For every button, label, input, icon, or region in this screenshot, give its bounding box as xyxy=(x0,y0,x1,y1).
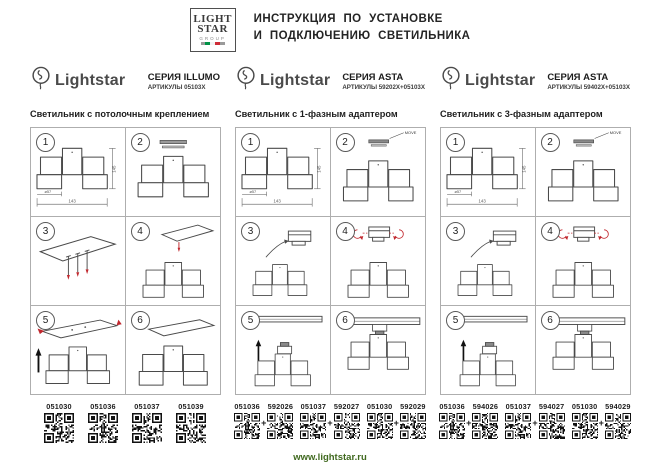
logo-line1: LIGHT xyxy=(193,13,232,26)
step-number: 4 xyxy=(336,222,355,241)
step-cell xyxy=(31,306,126,394)
svg-text:ø57: ø57 xyxy=(44,188,52,194)
barcode-item xyxy=(400,402,426,439)
step-number: 2 xyxy=(131,133,150,152)
barcode-label: 051037 xyxy=(505,402,532,411)
barcode-label: 592026 xyxy=(267,402,294,411)
qr-code xyxy=(605,413,631,439)
step-number: 2 xyxy=(541,133,560,152)
column-asta-1phase xyxy=(235,64,425,443)
step-cell xyxy=(126,217,221,306)
step-cell xyxy=(441,217,536,306)
svg-text:145: 145 xyxy=(316,165,322,173)
barcode-item xyxy=(439,402,465,439)
steps-grid xyxy=(30,127,221,395)
lightstar-bulb-icon xyxy=(440,65,462,98)
barcode-label: 594026 xyxy=(472,402,499,411)
title-line2: И ПОДКЛЮЧЕНИЮ СВЕТИЛЬНИКА xyxy=(253,30,471,43)
svg-text:MOVE: MOVE xyxy=(609,130,621,136)
step-cell xyxy=(31,217,126,306)
step-number: 4 xyxy=(131,222,150,241)
column-illumo xyxy=(30,64,220,443)
barcode-pair xyxy=(367,402,426,439)
step-number: 2 xyxy=(336,133,355,152)
barcode-row xyxy=(440,402,630,439)
barcode-item xyxy=(132,402,162,443)
brand-wordmark: Lightstar xyxy=(465,72,536,89)
step-cell xyxy=(536,306,631,394)
svg-text:143: 143 xyxy=(273,198,281,204)
barcode-item xyxy=(44,402,74,443)
column-subtitle: Светильник с 1-фазным адаптером xyxy=(235,109,398,119)
step-number: 1 xyxy=(241,133,260,152)
step-number: 5 xyxy=(36,311,55,330)
qr-code xyxy=(88,413,118,443)
footer-url: www.lightstar.ru xyxy=(293,452,367,463)
columns-area xyxy=(0,64,660,443)
lightstar-bulb-icon xyxy=(235,65,257,98)
qr-code xyxy=(400,413,426,439)
barcode-label: 051030 xyxy=(46,402,72,411)
barcode-label: 051037 xyxy=(300,402,327,411)
step-number: 5 xyxy=(241,311,260,330)
step-cell xyxy=(126,128,221,217)
barcode-item xyxy=(572,402,598,439)
series-block xyxy=(547,70,630,91)
steps-grid xyxy=(235,127,426,395)
svg-text:145: 145 xyxy=(521,165,527,173)
svg-text:143: 143 xyxy=(68,198,76,204)
barcode-pair xyxy=(572,402,631,439)
barcode-item xyxy=(176,402,206,443)
barcode-label: 592029 xyxy=(400,402,426,411)
plus-sign: + xyxy=(327,418,333,428)
step-cell xyxy=(331,306,426,394)
qr-code xyxy=(472,413,498,439)
barcode-item xyxy=(505,402,531,439)
step-cell xyxy=(536,128,631,217)
series-label: СЕРИЯ ASTA xyxy=(342,72,404,84)
step-cell xyxy=(441,306,536,394)
svg-text:ø57: ø57 xyxy=(454,188,462,194)
series-block xyxy=(148,70,220,91)
barcode-label: 594029 xyxy=(605,402,631,411)
barcode-label: 051039 xyxy=(178,402,204,411)
qr-code xyxy=(505,413,531,439)
barcode-row xyxy=(30,402,220,443)
step-cell xyxy=(31,128,126,217)
brand-logo xyxy=(30,65,125,98)
plus-sign: + xyxy=(598,418,604,428)
barcode-label: 051036 xyxy=(439,402,465,411)
barcode-label: 051036 xyxy=(90,402,116,411)
lightstar-group-logo xyxy=(190,8,236,52)
column-asta-3phase xyxy=(440,64,630,443)
step-number: 5 xyxy=(446,311,465,330)
step-cell xyxy=(236,217,331,306)
barcode-item xyxy=(300,402,326,439)
instruction-title xyxy=(254,11,471,46)
title-line1: ИНСТРУКЦИЯ ПО УСТАНОВКЕ xyxy=(253,13,443,25)
svg-text:ø57: ø57 xyxy=(249,188,257,194)
qr-code xyxy=(44,413,74,443)
barcode-label: 594027 xyxy=(538,402,565,411)
barcode-item xyxy=(267,402,293,439)
step-cell xyxy=(441,128,536,217)
lightstar-bulb-icon xyxy=(30,65,52,98)
qr-code xyxy=(234,413,260,439)
barcode-label: 051037 xyxy=(134,402,160,411)
brand-wordmark: Lightstar xyxy=(260,72,331,89)
step-cell xyxy=(236,128,331,217)
step-cell xyxy=(236,306,331,394)
brand-row xyxy=(440,64,630,98)
series-label: СЕРИЯ ILLUMO xyxy=(147,72,220,84)
barcode-item xyxy=(472,402,498,439)
articles-label: АРТИКУЛЫ 05103X xyxy=(147,84,206,92)
step-number: 3 xyxy=(36,222,55,241)
step-number: 1 xyxy=(446,133,465,152)
barcode-pair xyxy=(505,402,564,439)
barcode-item xyxy=(367,402,393,439)
step-cell xyxy=(331,128,426,217)
qr-code xyxy=(367,413,393,439)
step-number: 3 xyxy=(446,222,465,241)
qr-code xyxy=(300,413,326,439)
barcode-item xyxy=(234,402,260,439)
column-subtitle: Светильник с потолочным креплением xyxy=(30,109,210,119)
barcode-pair xyxy=(439,402,498,439)
articles-label: АРТИКУЛЫ 59402X+05103X xyxy=(547,84,630,92)
brand-logo xyxy=(235,65,330,98)
qr-code xyxy=(176,413,206,443)
qr-code xyxy=(572,413,598,439)
logo-line2: STAR xyxy=(197,22,228,35)
qr-code xyxy=(539,413,565,439)
barcode-row xyxy=(235,402,425,439)
step-number: 4 xyxy=(541,222,560,241)
svg-text:143: 143 xyxy=(478,198,486,204)
step-number: 6 xyxy=(541,311,560,330)
barcode-label: 051030 xyxy=(571,402,598,411)
series-block xyxy=(342,70,425,91)
barcode-label: 592027 xyxy=(333,402,360,411)
column-subtitle: Светильник с 3-фазным адаптером xyxy=(440,109,603,119)
step-number: 1 xyxy=(36,133,55,152)
steps-grid xyxy=(440,127,631,395)
svg-text:MOVE: MOVE xyxy=(404,130,416,136)
plus-sign: + xyxy=(466,418,472,428)
plus-sign: + xyxy=(261,418,267,428)
step-number: 6 xyxy=(336,311,355,330)
plus-sign: + xyxy=(393,418,399,428)
step-cell xyxy=(331,217,426,306)
brand-logo xyxy=(440,65,535,98)
barcode-item xyxy=(88,402,118,443)
articles-label: АРТИКУЛЫ 59202X+05103X xyxy=(342,84,425,92)
header xyxy=(0,0,660,56)
svg-text:145: 145 xyxy=(111,165,117,173)
qr-code xyxy=(334,413,360,439)
barcode-pair xyxy=(300,402,359,439)
italy-flag-strip xyxy=(201,42,225,45)
barcode-pair xyxy=(234,402,293,439)
step-cell xyxy=(536,217,631,306)
qr-code xyxy=(132,413,162,443)
brand-row xyxy=(30,64,220,98)
logo-line3: GROUP xyxy=(199,35,226,41)
step-number: 3 xyxy=(241,222,260,241)
plus-sign: + xyxy=(532,418,538,428)
step-number: 6 xyxy=(131,311,150,330)
brand-row xyxy=(235,64,425,98)
barcode-item xyxy=(539,402,565,439)
series-label: СЕРИЯ ASTA xyxy=(547,72,609,84)
barcode-item xyxy=(334,402,360,439)
barcode-label: 051030 xyxy=(366,402,393,411)
qr-code xyxy=(439,413,465,439)
barcode-label: 051036 xyxy=(234,402,260,411)
brand-wordmark: Lightstar xyxy=(55,72,126,89)
step-cell xyxy=(126,306,221,394)
barcode-item xyxy=(605,402,631,439)
qr-code xyxy=(267,413,293,439)
